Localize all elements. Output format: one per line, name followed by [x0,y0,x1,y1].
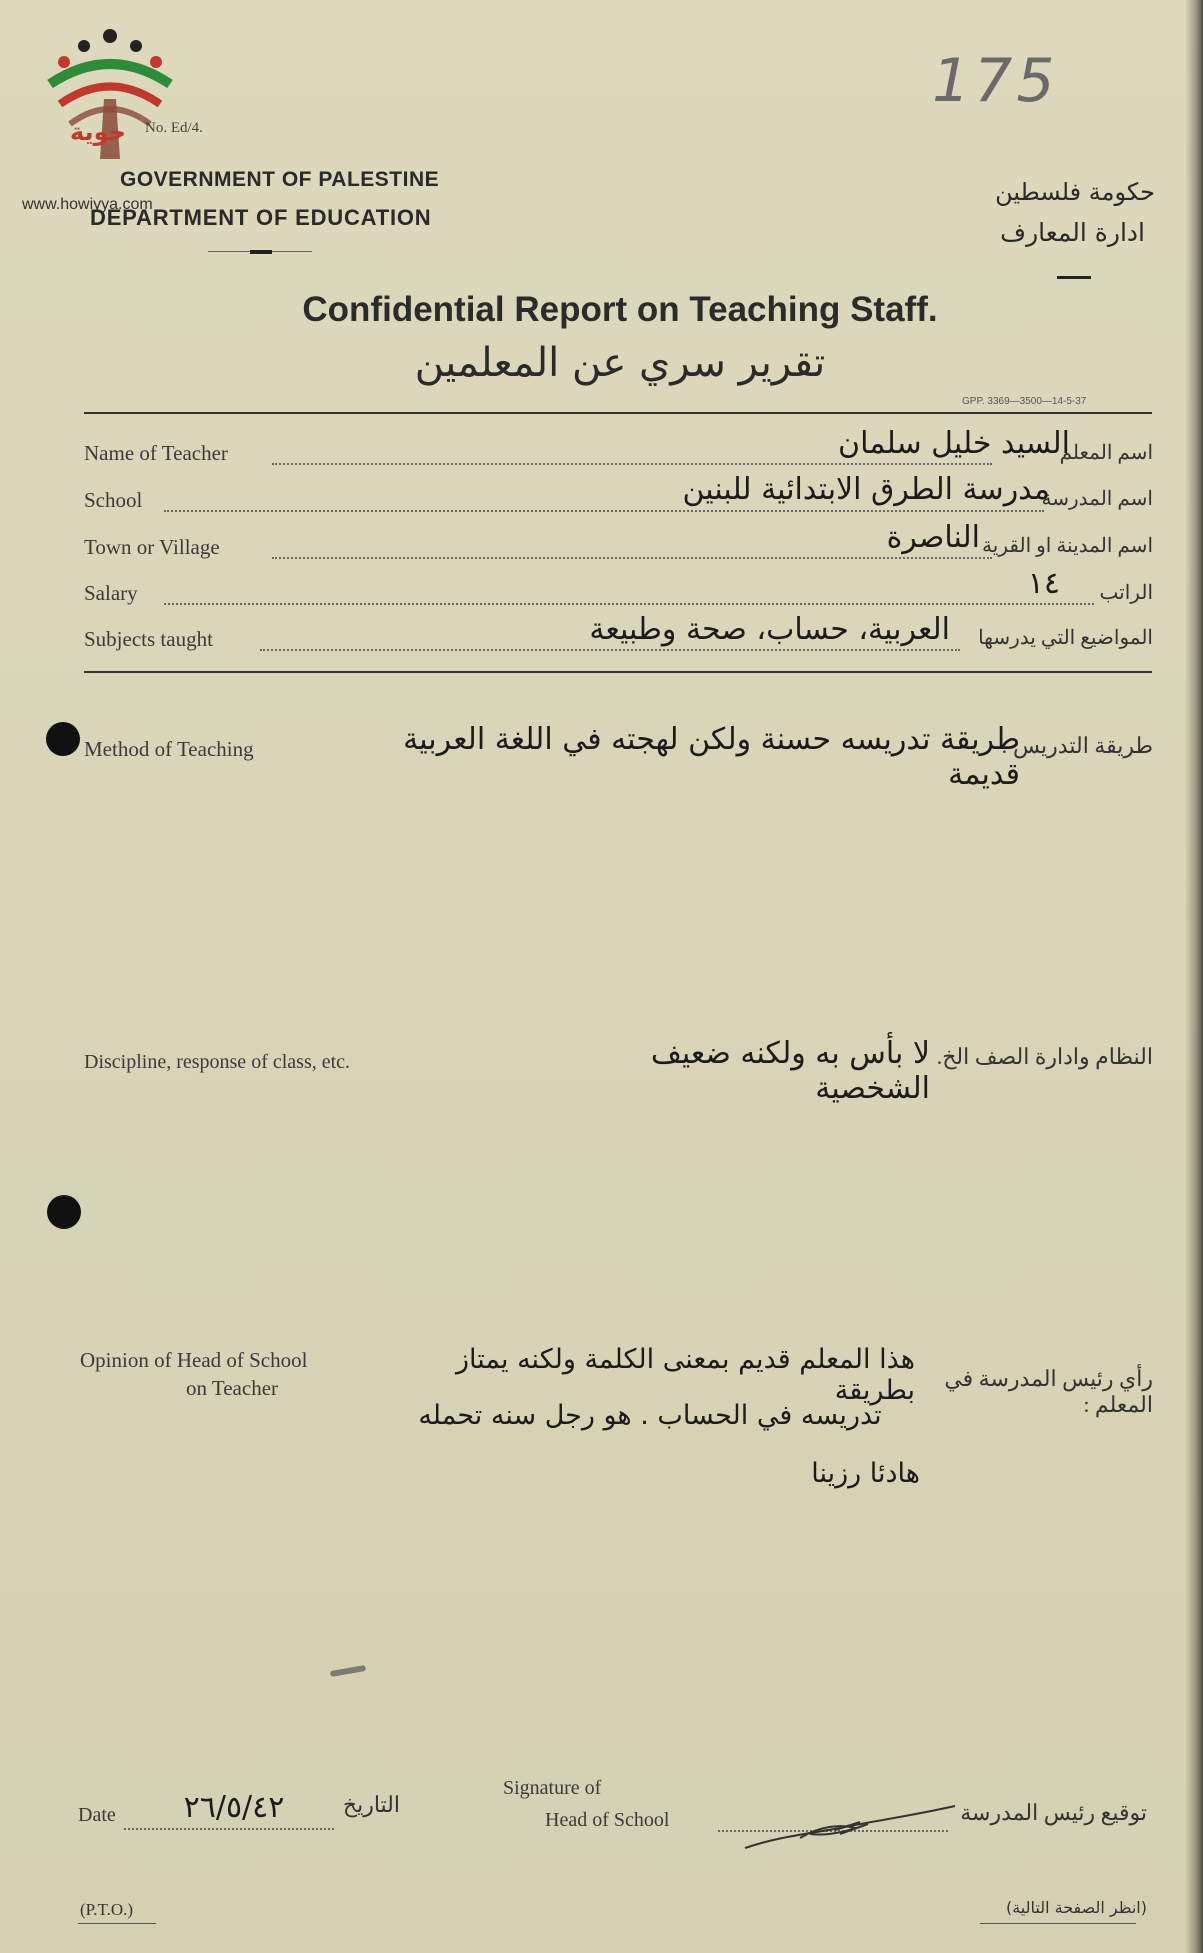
opinion-line-1: هذا المعلم قديم بمعنى الكلمة ولكنه يمتاز بطريقة [455,1344,915,1406]
field-label-school-ar: اسم المدرسة [1041,488,1153,510]
date-dots [124,1828,334,1830]
field-label-salary-ar: الراتب [1099,582,1153,604]
watermark-url: www.howiyya.com [22,196,153,213]
header-divider-right [1057,276,1091,279]
discipline-label-ar: النظام وادارة الصف الخ. [936,1044,1153,1069]
field-dots-name [272,463,992,465]
field-value-salary: ١٤ [1027,566,1060,601]
government-heading: GOVERNMENT OF PALESTINE [120,168,440,191]
field-label-town-ar: اسم المدينة او القرية [982,535,1153,557]
signature-label-line2: Head of School [545,1809,670,1831]
field-value-subjects: العربية، حساب، صحة وطبيعة [589,612,950,647]
field-dots-school [164,510,1044,512]
field-label-salary: Salary [84,581,138,605]
watermark-tree-logo [40,24,180,174]
field-label-name: Name of Teacher [84,441,228,465]
opinion-label-line2: on Teacher [186,1376,279,1400]
field-value-town: الناصرة [886,520,980,555]
department-heading: DEPARTMENT OF EDUCATION [90,205,432,230]
discipline-value: لا بأس به ولكنه ضعيف الشخصية [650,1036,930,1106]
method-label-ar: طريقة التدريس : [1001,733,1153,758]
form-number: No. Ed/4. [145,120,203,136]
method-value: طريقة تدريسه حسنة ولكن لهجته في اللغة العربية قديمة [403,722,1020,792]
report-title-ar: تقرير سري عن المعلمين [414,340,826,386]
method-label: Method of Teaching [84,737,254,761]
signature-label-line1: Signature of [503,1777,602,1799]
signature-label-ar: توقيع رئيس المدرسة [960,1800,1147,1825]
field-dots-salary [164,603,1094,605]
pto-underline [78,1923,156,1924]
field-label-subjects-ar: المواضيع التي يدرسها [978,627,1153,649]
pto-note: (P.T.O.) [80,1900,134,1919]
opinion-label-line1: Opinion of Head of School [80,1348,308,1372]
punch-hole-bottom [47,1195,81,1229]
field-label-name-ar: اسم المعلم [1059,442,1153,464]
date-label: Date [78,1804,116,1826]
field-label-school: School [84,488,143,512]
field-value-school: مدرسة الطرق الابتدائية للبنين [682,472,1050,507]
date-value: ٢٦/٥/٤٢ [183,1790,285,1825]
report-title: Confidential Report on Teaching Staff. [302,290,938,329]
field-dots-town [272,557,992,559]
page-number: 175 [932,46,1059,116]
punch-hole-top [46,722,80,756]
pto-ar-underline [980,1923,1136,1924]
date-label-ar: التاريخ [342,1792,400,1817]
header-divider-left-mark [250,250,272,254]
field-value-name: السيد خليل سلمان [838,426,1070,461]
title-rule [84,412,1152,414]
government-heading-ar: حكومة فلسطين [995,178,1155,206]
fields-bottom-rule [84,671,1152,673]
field-label-town: Town or Village [84,535,220,559]
opinion-line-3: هادئا رزينا [811,1458,920,1489]
watermark-text: حوية [70,118,126,146]
field-label-subjects: Subjects taught [84,627,213,651]
department-heading-ar: ادارة المعارف [1000,218,1145,247]
pto-note-ar: (انظر الصفحة التالية) [1005,1898,1147,1917]
signature-scribble [740,1796,960,1856]
field-dots-subjects [260,649,960,651]
discipline-label: Discipline, response of class, etc. [84,1051,351,1073]
opinion-line-2: تدريسه في الحساب . هو رجل سنه تحمله [418,1400,882,1431]
print-code: GPP. 3369—3500—14-5-37 [962,396,1087,407]
opinion-label-ar: رأي رئيس المدرسة في المعلم : [944,1366,1153,1417]
ink-smudge [330,1665,366,1677]
